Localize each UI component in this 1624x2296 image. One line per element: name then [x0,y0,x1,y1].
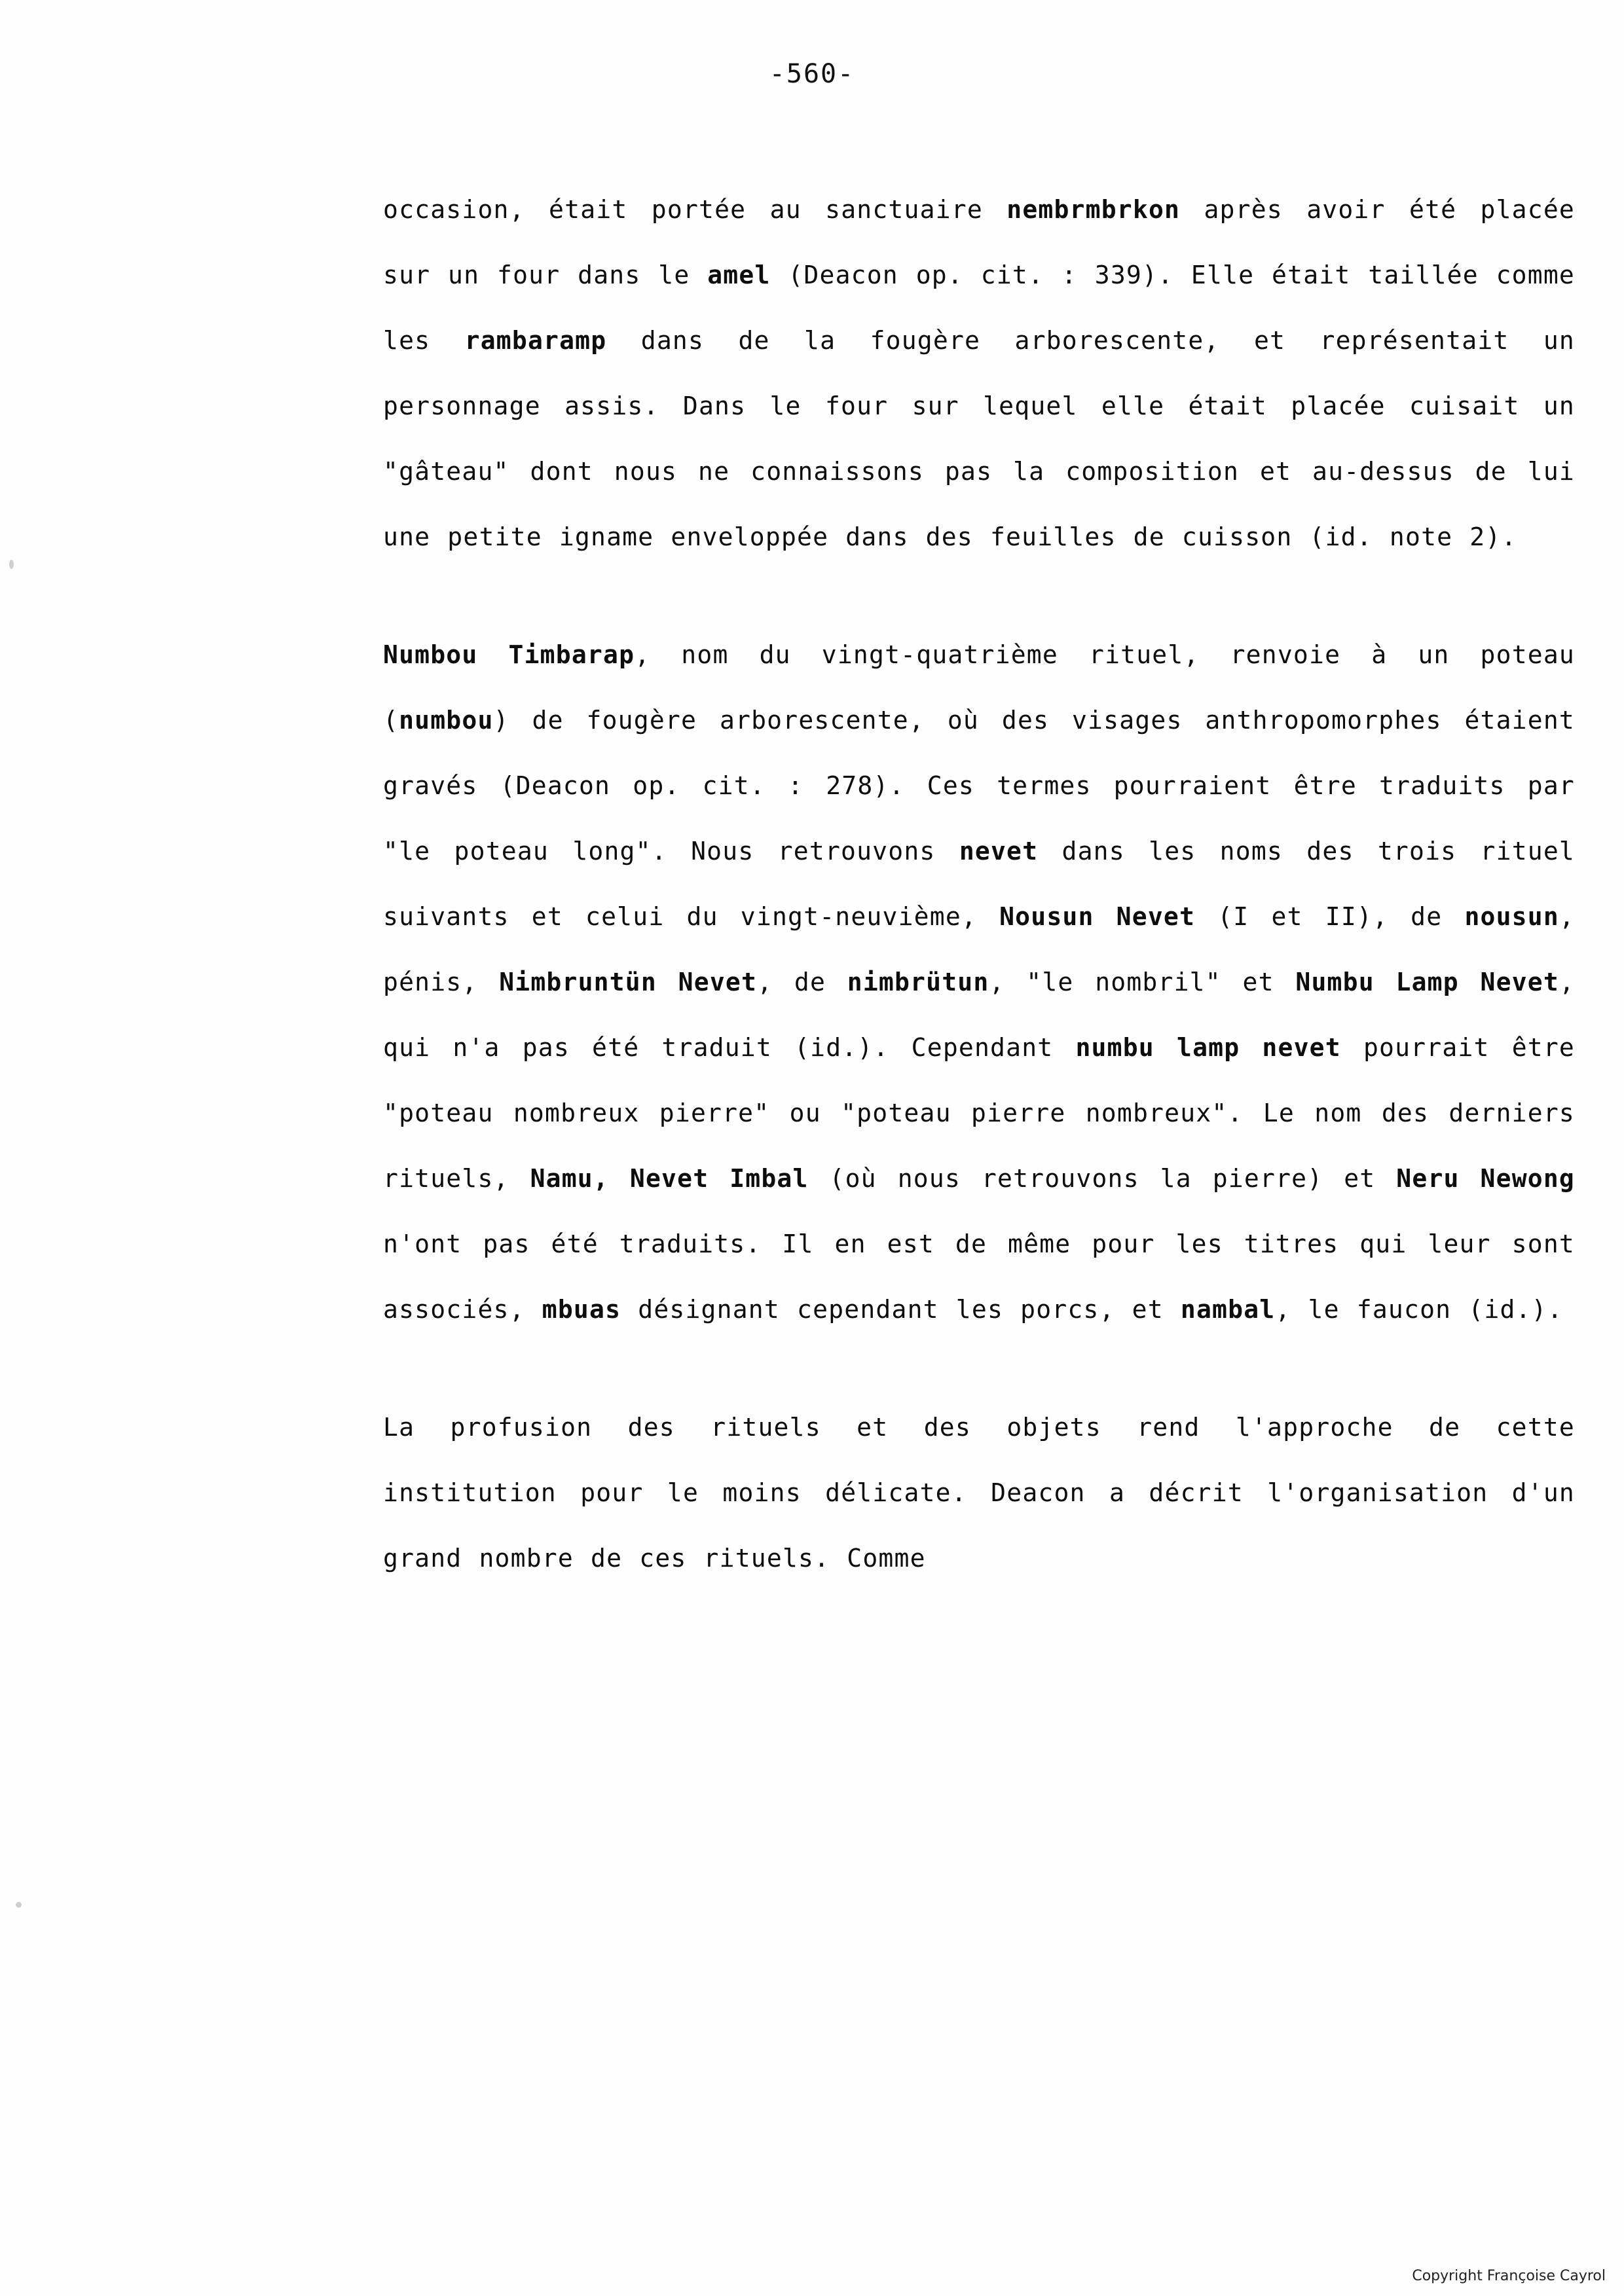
emphasised-term: nimbrütun [847,968,989,996]
emphasised-term: amel [707,261,771,289]
scan-speck [9,560,14,569]
text-run: , "le nombril" et [989,968,1296,996]
text-run: , de [757,968,847,996]
text-run: , qui n'a pas été traduit (id.). Cependant [383,968,1576,1062]
emphasised-term: Nousun Nevet [999,902,1196,931]
emphasised-term: rambaramp [464,326,607,355]
text-run: pourrait être "poteau nombreux pierre" ou "poteau pierre nombreux". Le nom des derniers rituels, [383,1033,1576,1193]
emphasised-term: Numbou Timbarap [383,640,635,669]
text-run: (Deacon op. cit. : 339). Elle était taillée comme les [383,261,1575,355]
page-number: -560- [769,59,855,89]
body-text [383,177,1575,1591]
text-run: dans de la fougère arborescente, et représentait un personnage assis. Dans le four sur lequel elle était placée cuisait un "gâteau" dont nous ne connaissons pas la composition et au-dessus de lui une petite igname enveloppée dans des feuilles de cuisson (id. note 2). [383,326,1575,551]
emphasised-term: numbu lamp nevet [1075,1033,1341,1062]
text-run: après avoir été placée sur un four dans le [383,195,1575,289]
emphasised-term: Namu, Nevet Imbal [530,1164,809,1193]
emphasised-term: nembrmbrkon [1006,195,1181,224]
emphasised-term: nevet [959,837,1039,866]
emphasised-term: nambal [1180,1295,1276,1324]
emphasised-term: Nimbruntün Nevet [499,968,758,996]
text-run: , le faucon (id.). [1275,1295,1563,1324]
text-run: (où nous retrouvons la pierre) et [808,1164,1397,1193]
text-run: , nom du vingt-quatrième rituel, renvoie à un poteau ( [383,640,1576,735]
emphasised-term: Neru Newong [1396,1164,1576,1193]
paragraph-1 [383,177,1575,570]
text-run: désignant cependant les porcs, et [621,1295,1181,1324]
copyright-notice: Copyright Françoise Cayrol [1412,2268,1606,2284]
text-run: dans les noms des trois rituel suivants et celui du vingt-neuvième, [383,837,1575,931]
text-run: ) de fougère arborescente, où des visages anthropomorphes étaient gravés (Deacon op. cit. : 278). Ces termes pourraient être traduits par "le poteau long". Nous retrouvons [383,706,1575,866]
text-run: (I et II), de [1195,902,1465,931]
text-run: La profusion des rituels et des objets rend l'approche de cette institution pour le moins délicate. Deacon a décrit l'organisation d'un grand nombre de ces rituels. Comme [383,1413,1575,1573]
emphasised-term: mbuas [542,1295,621,1324]
text-run: occasion, était portée au sanctuaire [383,195,1007,224]
text-run: n'ont pas été traduits. Il en est de même pour les titres qui leur sont associés, [383,1230,1575,1324]
paragraph-3 [383,1394,1575,1591]
text-run: , pénis, [383,902,1575,996]
emphasised-term: Numbu Lamp Nevet [1295,968,1559,996]
emphasised-term: nousun [1464,902,1559,931]
emphasised-term: numbou [399,706,494,735]
scan-speck [16,1902,22,1908]
paragraph-2 [383,622,1575,1342]
